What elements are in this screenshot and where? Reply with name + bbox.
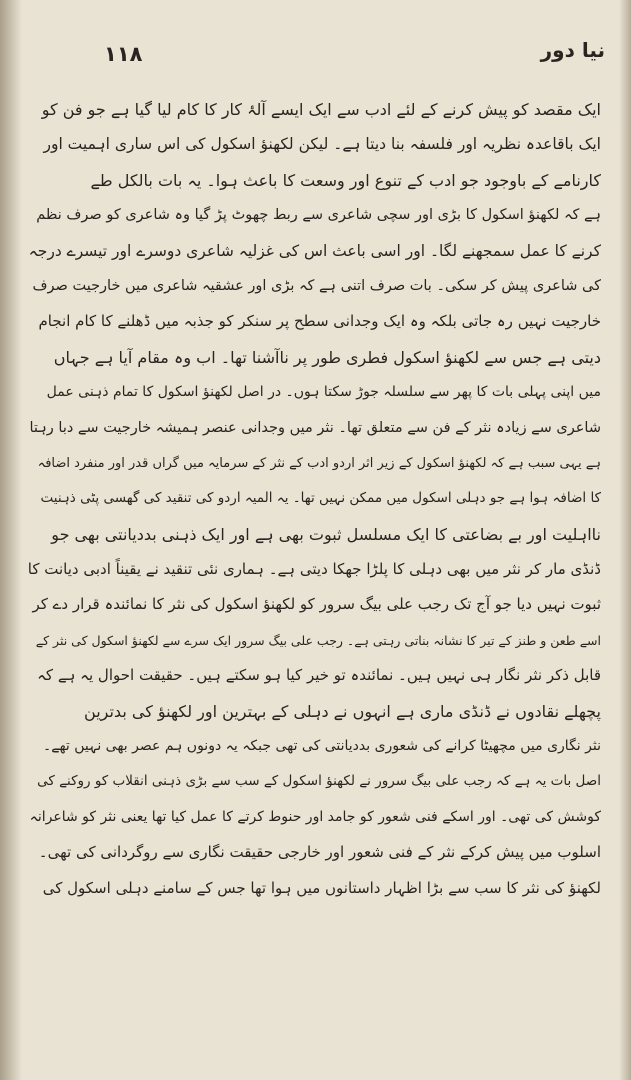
page-edge-shadow bbox=[619, 0, 631, 1080]
text-line: دیتی ہے جس سے لکھنؤ اسکول فطری طور پر ناآشنا تھا۔ اب وہ مقام آیا ہے جہاں bbox=[53, 347, 601, 367]
text-line: کا اضافہ ہوا ہے جو دہلی اسکول میں ممکن نہیں تھا۔ یہ المیہ اردو کی تنقید کی گھسی پٹی ذہنیت bbox=[40, 490, 601, 507]
text-line: کی شاعری پیش کر سکی۔ بات صرف اتنی ہے کہ بڑی اور عشقیہ شاعری میں خارجیت صرف bbox=[32, 277, 601, 294]
text-line: ایک مقصد کو پیش کرنے کے لئے ادب سے ایک ایسے آلۂ کار کا کام لیا گیا ہے جو فن کو bbox=[41, 100, 601, 119]
text-line: ہے یہی سبب ہے کہ لکھنؤ اسکول کے زیر اثر اردو ادب کے نثر کے سرمایہ میں گراں قدر اور منفرد اضافہ bbox=[37, 455, 601, 471]
text-line: اصل بات یہ ہے کہ رجب علی بیگ سرور نے لکھنؤ اسکول کے سب سے بڑی ذہنی انقلاب کو روکنے کی bbox=[37, 773, 601, 790]
text-line: ہے کہ لکھنؤ اسکول کا بڑی اور سچی شاعری سے ربط چھوٹ پڑ گیا وہ شاعری کو صرف نظم bbox=[36, 207, 601, 224]
page-binding-shadow bbox=[0, 0, 22, 1080]
text-line: کارنامے کے باوجود جو ادب کے تنوع اور وسعت کا باعث ہوا۔ یہ بات بالکل طے bbox=[90, 170, 601, 190]
text-line: کوشش کی تھی۔ اور اسکے فنی شعور کو جامد اور حنوط کرتے کا عمل کیا تھا یعنی نثر کو شاعرانہ bbox=[29, 808, 601, 825]
text-line: ثبوت نہیں دیا جو آج تک رجب علی بیگ سرور کو لکھنؤ اسکول کی نثر کا نمائندہ قرار دے کر bbox=[32, 595, 601, 614]
text-line: خارجیت نہیں رہ جاتی بلکہ وہ ایک وجدانی سطح پر سنکر کو جذبہ میں ڈھلنے کا کام انجام bbox=[38, 312, 601, 331]
text-line: اسے طعن و طنز کے تیر کا نشانہ بناتی رہتی ہے۔ رجب علی بیگ سرور ایک سرے سے لکھنؤ اسکول کی نثر کے bbox=[35, 632, 601, 648]
text-line: اسلوب میں پیش کرکے نثر کے فنی شعور اور خارجی حقیقت نگاری سے روگردانی کی تھی۔ bbox=[38, 843, 601, 862]
text-line: ڈنڈی مار کر نثر میں بھی دہلی کا پلڑا جھکا دیتی ہے۔ ہماری نئی تنقید نے یقیناً ادبی دیانت کا bbox=[28, 560, 601, 579]
text-line: ایک باقاعدہ نظریہ اور فلسفہ بنا دیتا ہے۔ لیکن لکھنؤ اسکول کی اس ساری اہمیت اور bbox=[43, 135, 601, 154]
body-text bbox=[28, 92, 601, 906]
text-line: لکھنؤ کی نثر کا سب سے بڑا اظہار داستانوں میں ہوا تھا جس کے سامنے دہلی اسکول کی bbox=[42, 878, 601, 897]
text-line: پچھلے نقادوں نے ڈنڈی ماری ہے انہوں نے دہلی کے بہترین اور لکھنؤ کی بدترین bbox=[84, 701, 601, 721]
text-line: نثر نگاری میں مچھیٹا کرانے کی شعوری بددیانتی کی تھی جبکہ یہ دونوں ہم عصر بھی نہیں تھے۔ bbox=[43, 738, 601, 755]
page-number: ۱۱۸ bbox=[104, 42, 143, 66]
text-line: کرنے کا عمل سمجھنے لگا۔ اور اسی باعث اس کی غزلیہ شاعری دوسرے اور تیسرے درجہ bbox=[28, 241, 601, 260]
running-head: نیا دور bbox=[540, 38, 605, 62]
text-line: شاعری سے زیادہ نثر کے فن سے متعلق تھا۔ نثر میں وجدانی عنصر ہمیشہ خارجیت سے دبا رہتا bbox=[29, 419, 601, 436]
text-line: قابل ذکر نثر نگار ہی نہیں ہیں۔ نمائندہ تو خیر کیا ہو سکتے ہیں۔ حقیقت احوال یہ ہے کہ bbox=[37, 666, 601, 685]
text-line: نااہلیت اور بے بضاعتی کا ایک مسلسل ثبوت بھی ہے اور ایک ذہنی بددیانتی بھی جو bbox=[51, 524, 601, 544]
text-line: میں اپنی پہلی بات کا پھر سے سلسلہ جوڑ سکتا ہوں۔ در اصل لکھنؤ اسکول کا تمام ذہنی عمل bbox=[46, 384, 601, 401]
